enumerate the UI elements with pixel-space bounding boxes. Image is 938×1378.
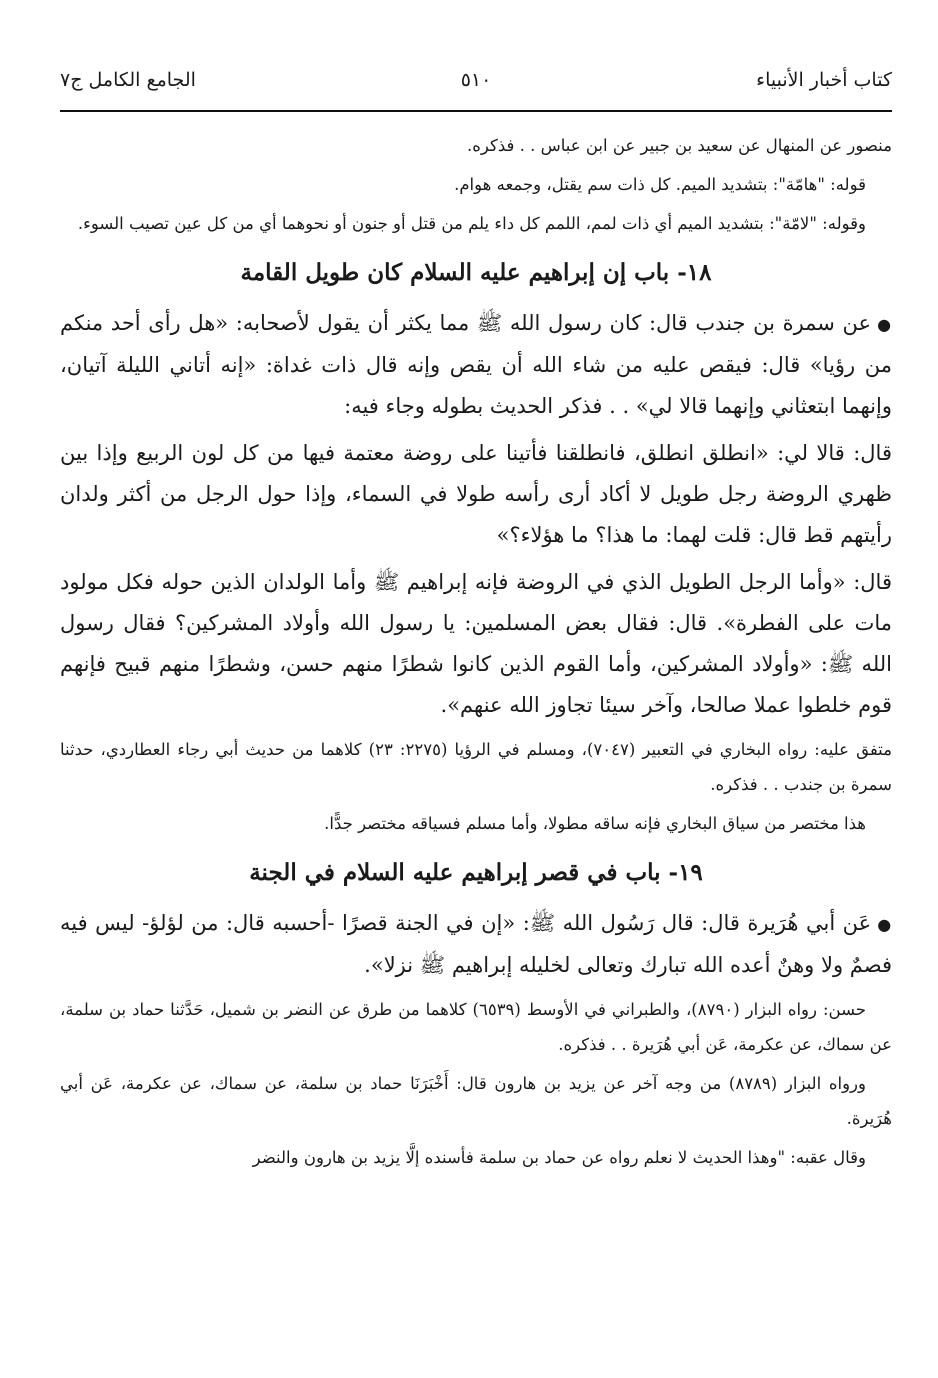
- header-volume: الجامع الكامل ج٧: [60, 69, 196, 91]
- chapter-heading-18: ١٨- باب إن إبراهيم عليه السلام كان طويل القامة: [240, 259, 712, 286]
- header-book-title: كتاب أخبار الأنبياء: [756, 69, 892, 91]
- takhrij-paragraph-1: متفق عليه: رواه البخاري في التعبير (٧٠٤٧)، ومسلم في الرؤيا (٢٢٧٥: ٢٣) كلاهما من حديث أبي رجاء العطاردي، حدثنا سمرة بن جندب . . فذكره.: [60, 740, 892, 794]
- hadith-text-4: عَن أبي هُرَيرة قال: قال رَسُول الله ﷺ: «إن في الجنة قصرًا -أحسبه قال: من لؤلؤ- ليس فيه فصمٌ ولا وهنٌ أعده الله تبارك وتعالى لخليله إبراهيم ﷺ نزلا».: [60, 911, 892, 977]
- book-page: [60, 0, 892, 1378]
- hadith-paragraph-2: قال: قالا لي: «انطلق انطلق، فانطلقنا فأتينا على روضة معتمة فيها من كل لون الربيع وإذا بين ظهري الروضة رجل طويل لا أكاد أرى رأسه طولا في السماء، وإذا حول الرجل من أكثر ولدان رأيتهم قط قال: قلت لهما: ما هذا؟ ما هؤلاء؟»: [60, 441, 892, 547]
- hadith-paragraph-4: [60, 903, 892, 986]
- page-content: [60, 128, 892, 1175]
- running-header: [60, 62, 892, 98]
- paragraph-1: منصور عن المنهال عن سعيد بن جبير عن ابن عباس . . فذكره.: [467, 136, 892, 155]
- takhrij-paragraph-2: هذا مختصر من سياق البخاري فإنه ساقه مطولا، وأما مسلم فسياقه مختصر جدًّا.: [324, 814, 866, 833]
- hadith-paragraph-1: [60, 303, 892, 427]
- bullet-marker: ●: [877, 915, 892, 934]
- hadith-text-1: عن سمرة بن جندب قال: كان رسول الله ﷺ مما يكثر أن يقول لأصحابه: «هل رأى أحد منكم من رؤيا» قال: فيقص عليه من شاء الله أن يقص وإنه قال ذات غداة: «إنه أتاني الليلة آتيان، وإنهما ابتعثاني وإنهما قالا لي» . . فذكر الحديث بطوله وجاء فيه:: [60, 311, 892, 418]
- bullet-marker: ●: [877, 315, 893, 334]
- paragraph-3: وقوله: "لامّة": بتشديد الميم أي ذات لمم، اللمم كل داء يلم من قتل أو جنون أو نحوهما أي من كل عين تصيب السوء.: [77, 214, 866, 233]
- takhrij-paragraph-3: حسن: رواه البزار (٨٧٩٠)، والطبراني في الأوسط (٦٥٣٩) كلاهما من طرق عن النضر بن شميل، حَدَّثنا حماد بن سلمة، عن سماك، عن عكرمة، عَن أبي هُرَيرة . . فذكره.: [60, 1000, 892, 1054]
- page-number: ٥١٠: [460, 69, 492, 91]
- chapter-heading-19: ١٩- باب في قصر إبراهيم عليه السلام في الجنة: [249, 859, 703, 886]
- takhrij-paragraph-4: ورواه البزار (٨٧٨٩) من وجه آخر عن يزيد بن هارون قال: أَخْبَرَنَا حماد بن سلمة، عن سماك، عن عكرمة، عَن أبي هُرَيرة.: [60, 1074, 892, 1128]
- paragraph-2: قوله: "هامّة": بتشديد الميم. كل ذات سم يقتل، وجمعه هوام.: [454, 175, 866, 194]
- takhrij-paragraph-5: وقال عقبه: "وهذا الحديث لا نعلم رواه عن حماد بن سلمة فأسنده إلَّا يزيد بن هارون والنضر: [252, 1148, 866, 1167]
- hadith-paragraph-3: قال: «وأما الرجل الطويل الذي في الروضة فإنه إبراهيم ﷺ وأما الولدان الذين حوله فكل مولود مات على الفطرة». قال: فقال بعض المسلمين: يا رسول الله وأولاد المشركين؟ فقال رسول الله ﷺ: «وأولاد المشركين، وأما القوم الذين كانوا شطرًا منهم حسن، وشطرًا منهم قبيح فإنهم قوم خلطوا عملا صالحا، وآخر سيئا تجاوز الله عنهم».: [60, 570, 892, 717]
- header-divider: [60, 110, 892, 112]
